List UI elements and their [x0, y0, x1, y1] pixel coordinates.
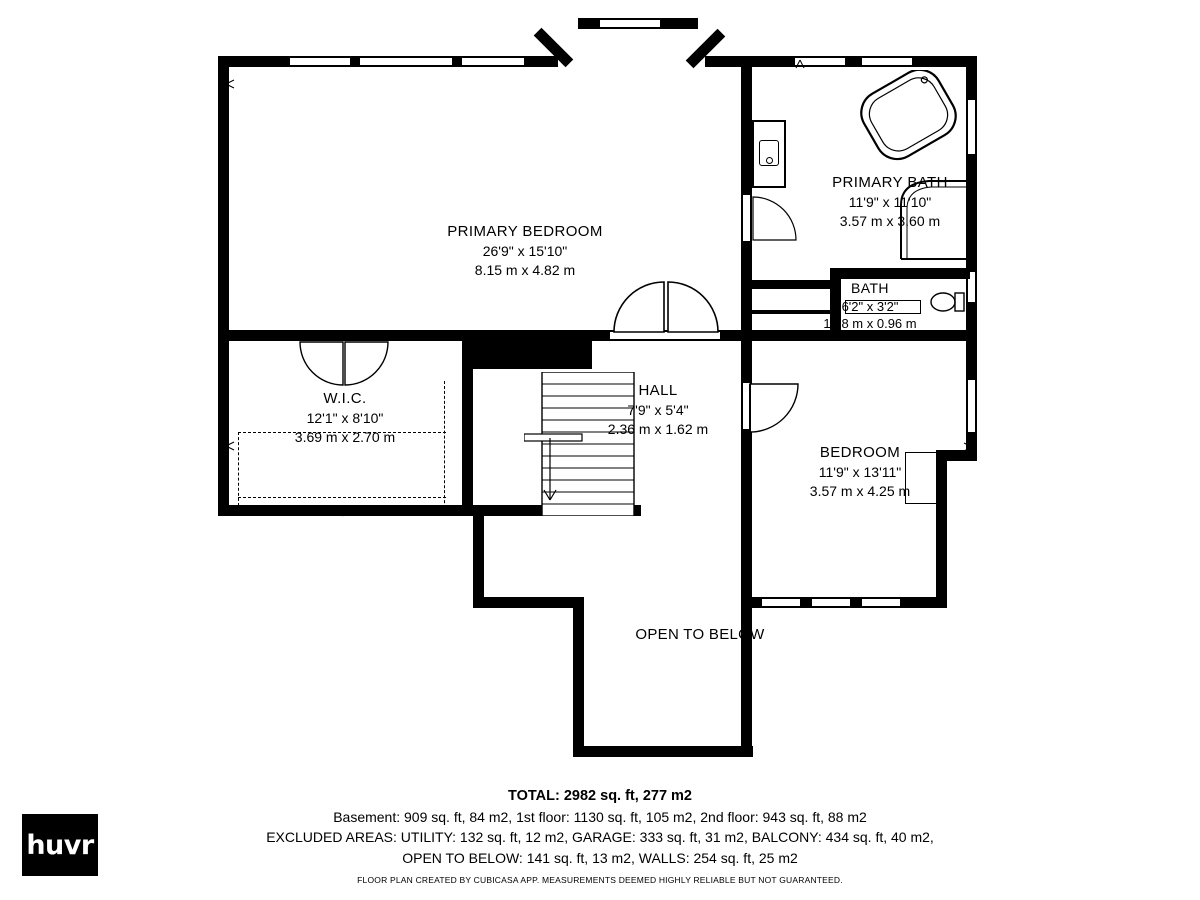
area-summary — [0, 788, 1200, 885]
stair-head-block — [462, 341, 592, 369]
room-dimension-imperial: 7'9" x 5'4" — [627, 402, 689, 419]
window-opening — [968, 100, 975, 154]
annotation-open-to-below: OPEN TO BELOW — [635, 626, 765, 643]
wall-bath-top — [830, 268, 970, 279]
room-name: PRIMARY BATH — [832, 174, 948, 191]
room-label-primary-bedroom — [380, 222, 670, 280]
window-opening — [862, 58, 912, 65]
room-dimension-metric: 2.36 m x 1.62 m — [607, 421, 709, 438]
window-opening — [462, 58, 524, 65]
dimension-arrow — [793, 58, 807, 72]
window-opening — [968, 380, 975, 432]
room-dimension-metric: 1.88 m x 0.96 m — [823, 316, 917, 332]
dimension-arrow — [224, 78, 242, 90]
room-dimension-metric: 8.15 m x 4.82 m — [474, 262, 576, 279]
wall-otb-right-vert — [741, 597, 752, 757]
summary-disclaimer: FLOOR PLAN CREATED BY CUBICASA APP. MEASUREMENTS DEEMED HIGHLY RELIABLE BUT NOT GUARANTEED. — [357, 874, 843, 885]
wall-exterior-left — [218, 56, 229, 334]
room-dimension-metric: 3.57 m x 3.60 m — [839, 213, 941, 230]
room-name: BEDROOM — [819, 444, 901, 461]
bathtub — [855, 70, 965, 165]
room-label-hall — [558, 381, 758, 439]
room-label-wic — [230, 389, 460, 447]
room-name: BATH — [851, 280, 889, 296]
window-opening — [862, 599, 900, 606]
window-opening — [762, 599, 800, 606]
wall-otb-left-lower — [473, 597, 583, 608]
brand-logo-text: huvr — [26, 829, 94, 861]
closet-shelf-line — [238, 497, 446, 498]
summary-breakdown: Basement: 909 sq. ft, 84 m2, 1st floor: 1130 sq. ft, 105 m2, 2nd floor: 943 sq. ft, 88 m2 — [333, 809, 867, 825]
room-label-primary-bath — [745, 173, 1035, 231]
room-label-bedroom — [750, 443, 970, 501]
room-name: W.I.C. — [323, 390, 367, 407]
room-name: PRIMARY BEDROOM — [447, 223, 603, 240]
room-dimension-imperial: 26'9" x 15'10" — [482, 243, 568, 260]
wall-otb-left-upper — [473, 505, 484, 605]
dimension-arrow — [336, 504, 350, 518]
summary-total: TOTAL: 2982 sq. ft, 277 m2 — [508, 788, 692, 804]
room-name: HALL — [638, 382, 678, 399]
wall-otb-bottom — [573, 746, 753, 757]
wall-wic-right — [462, 341, 473, 516]
room-dimension-imperial: 11'9" x 11'10" — [848, 194, 932, 211]
wall-exterior-left-lower — [218, 334, 229, 516]
window-opening — [812, 599, 850, 606]
door-double-wic — [298, 341, 390, 387]
room-dimension-metric: 3.69 m x 2.70 m — [294, 429, 396, 446]
wall-otb-left-vert — [573, 597, 584, 757]
room-dimension-imperial: 6'2" x 3'2" — [841, 298, 899, 314]
summary-excluded-continued: OPEN TO BELOW: 141 sq. ft, 13 m2, WALLS: 254 sq. ft, 25 m2 — [402, 849, 798, 866]
window-opening — [290, 58, 350, 65]
room-dimension-imperial: 11'9" x 13'11" — [818, 464, 902, 481]
window-opening — [600, 20, 660, 27]
room-dimension-metric: 3.57 m x 4.25 m — [809, 483, 911, 500]
door-double-primary — [612, 276, 720, 334]
wall-exterior-top-right — [745, 56, 977, 67]
window-opening — [360, 58, 452, 65]
faucet-icon — [766, 157, 773, 164]
summary-excluded: EXCLUDED AREAS: UTILITY: 132 sq. ft, 12 m2, GARAGE: 333 sq. ft, 31 m2, BALCONY: 434 sq. ft, 40 m2, — [266, 829, 934, 846]
room-label-bath — [775, 279, 965, 333]
brand-logo — [22, 814, 98, 876]
room-dimension-imperial: 12'1" x 8'10" — [306, 410, 384, 427]
